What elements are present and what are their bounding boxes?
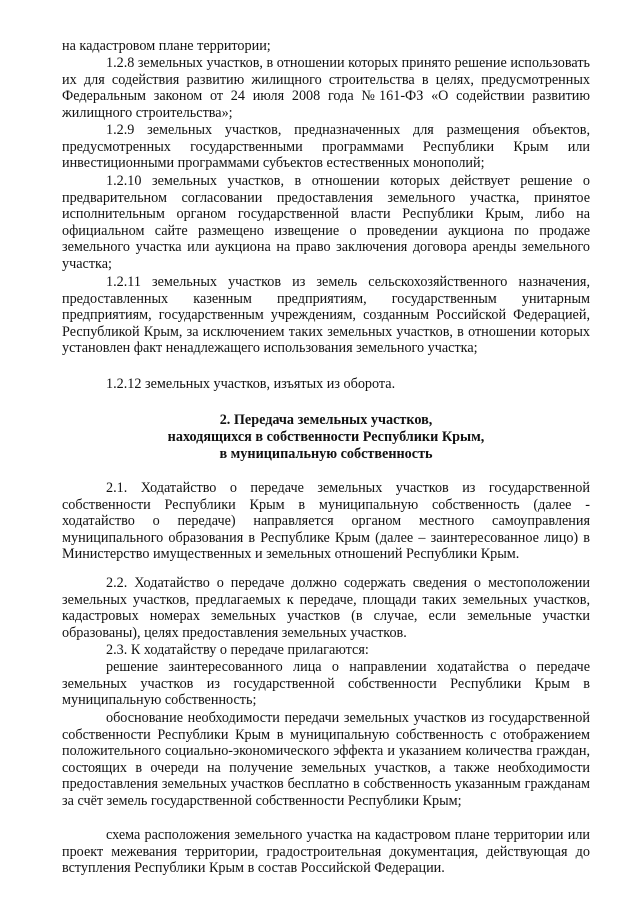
paragraph-1-2-8: 1.2.8 земельных участков, в отношении которых принято решение использовать их для содействия развитию жилищного строительства в целях, предусмотренных Федеральным законом от 24 июля 2008 года №161-ФЗ «О содействии развитию жилищного строительства»; (62, 55, 590, 121)
section-heading-line-2: находящихся в собственности Республики Крым, (167, 429, 485, 445)
paragraph-2-1: 2.1. Ходатайство о передаче земельных участков из государственной собственности Республики Крым в муниципальную собственность (далее - ходатайство о передаче) направляется органом местного самоуправления муниципального образования в Республике Крым (далее – заинтересованное лицо) в Министерство имущественных и земельных отношений Республики Крым. (62, 480, 590, 563)
paragraph-2-3-item-3: схема расположения земельного участка на кадастровом плане территории или проект межевания территории, градостроительная документация, действующая до вступления Республики Крым в состав Российской Федерации. (62, 827, 590, 877)
section-heading-line-1: 2. Передача земельных участков, (219, 412, 433, 428)
paragraph-2-3-item-2: обоснование необходимости передачи земельных участков из государственной собственности Республики Крым в муниципальную собственность с отображением положительного социально-экономического эффекта и указанием количества граждан, состоящих в очереди на получение земельных участков, а также необходимости предоставления земельных участков бесплатно в собственность указанным гражданам за счёт земель государственной собственности Республики Крым; (62, 710, 590, 809)
paragraph-continuation: на кадастровом плане территории; (62, 38, 271, 54)
paragraph-1-2-11: 1.2.11 земельных участков из земель сельскохозяйственного назначения, предоставленных казенным предприятиям, государственным унитарным предприятиям, государственным учреждениям, созданным Российской Федерацией, Республикой Крым, за исключением таких земельных участков, в отношении которых установлен факт ненадлежащего использования земельного участка; (62, 274, 590, 357)
paragraph-2-3-item-1: решение заинтересованного лица о направлении ходатайства о передаче земельных участков из государственной собственности Республики Крым в муниципальную собственность; (62, 659, 590, 709)
paragraph-1-2-9: 1.2.9 земельных участков, предназначенных для размещения объектов, предусмотренных государственными программами Республики Крым или инвестиционными программами субъектов естественных монополий; (62, 122, 590, 172)
paragraph-2-3: 2.3. К ходатайству о передаче прилагаются: (106, 642, 369, 658)
paragraph-2-2: 2.2. Ходатайство о передаче должно содержать сведения о местоположении земельных участков, предлагаемых к передаче, площади таких земельных участков, кадастровых номерах земельных участков (в случае, если земельные участки образованы), целях предоставления земельных участков. (62, 575, 590, 641)
paragraph-1-2-12: 1.2.12 земельных участков, изъятых из оборота. (106, 376, 396, 392)
paragraph-1-2-10: 1.2.10 земельных участков, в отношении которых действует решение о предварительном согласовании предоставления земельного участка, принятое исполнительным органом государственной власти Республики Крым, либо на официальном сайте размещено извещение о проведении аукциона по продаже земельного участка или аукциона на право заключения договора аренды земельного участка; (62, 173, 590, 272)
section-heading-line-3: в муниципальную собственность (219, 446, 433, 462)
